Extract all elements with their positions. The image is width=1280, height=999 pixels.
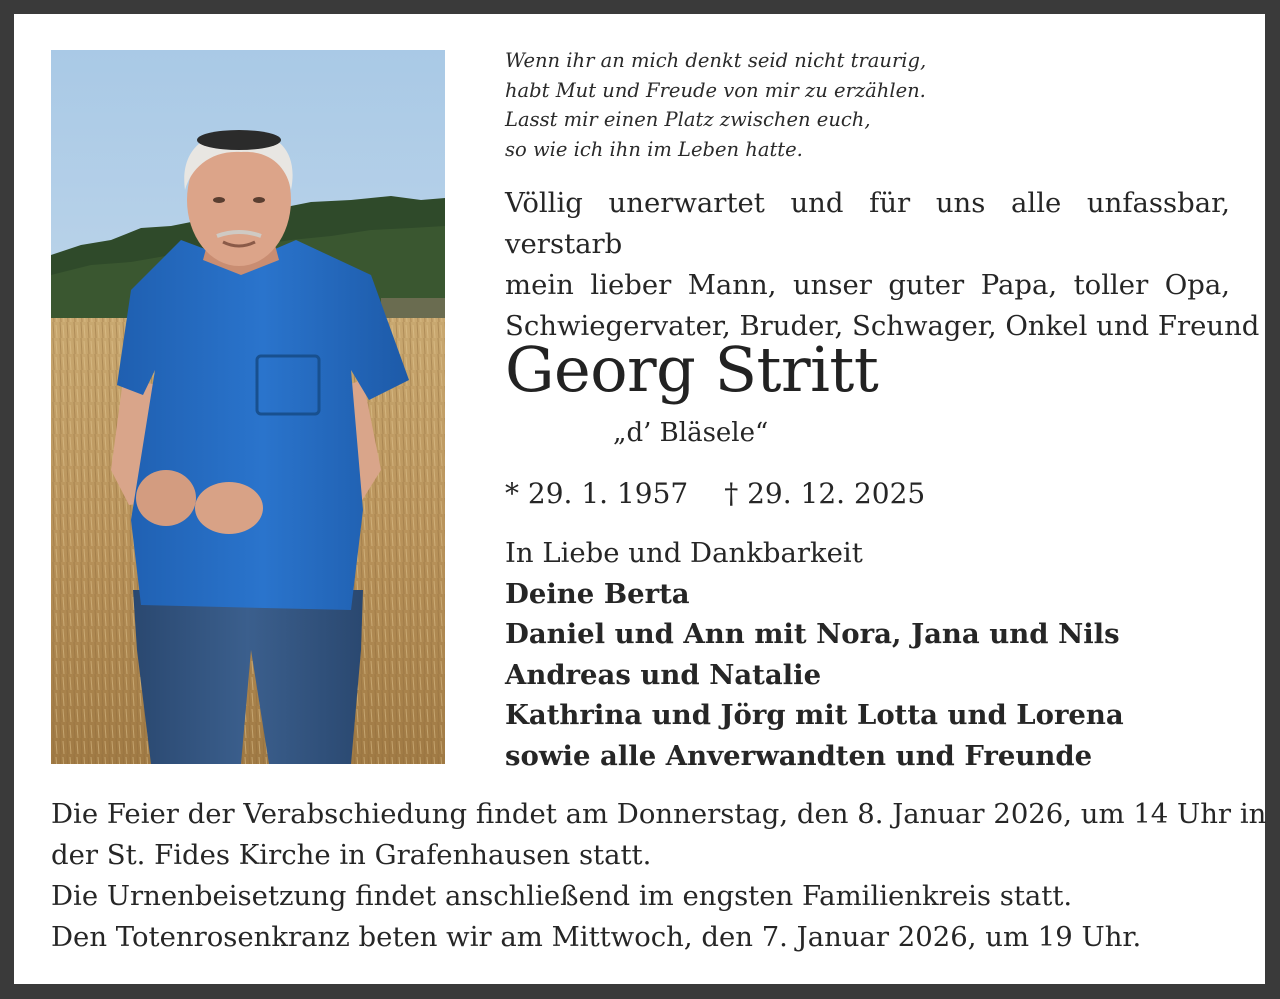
announcement-line: Schwiegervater, Bruder, Schwager, Onkel und Freund	[505, 310, 1260, 342]
poem-line: habt Mut und Freude von mir zu erzählen.	[505, 78, 926, 102]
portrait-photo	[51, 50, 445, 764]
family-member: Daniel und Ann mit Nora, Jana und Nils	[505, 618, 1120, 650]
announcement-line: Völlig unerwartet und für uns alle unfassbar, verstarb	[505, 187, 1230, 260]
portrait-illustration	[51, 50, 445, 764]
announcement-line: mein lieber Mann, unser guter Papa, toller Opa,	[505, 269, 1230, 301]
family-member: Kathrina und Jörg mit Lotta und Lorena	[505, 699, 1124, 731]
info-line: Den Totenrosenkranz beten wir am Mittwoch, den 7. Januar 2026, um 19 Uhr.	[51, 921, 1142, 953]
family-member: Andreas und Natalie	[505, 658, 822, 691]
family-signature	[505, 533, 1124, 776]
life-dates	[505, 475, 925, 513]
info-line: der St. Fides Kirche in Grafenhausen statt.	[51, 839, 652, 871]
poem-line: so wie ich ihn im Leben hatte.	[505, 137, 803, 161]
family-member: sowie alle Anverwandten und Freunde	[505, 739, 1093, 772]
family-member: Deine Berta	[505, 577, 690, 610]
ceremony-info	[51, 794, 1267, 958]
poem	[505, 46, 1225, 164]
info-line: Die Urnenbeisetzung findet anschließend im engsten Familienkreis statt.	[51, 880, 1073, 912]
nickname: „d’ Bläsele“	[613, 418, 769, 448]
announcement-text	[505, 183, 1260, 347]
birth-date: * 29. 1. 1957	[505, 477, 689, 510]
family-intro: In Liebe und Dankbarkeit	[505, 537, 863, 569]
death-date: † 29. 12. 2025	[724, 477, 926, 510]
poem-line: Wenn ihr an mich denkt seid nicht traurig,	[505, 49, 927, 72]
obituary-card	[14, 14, 1265, 984]
deceased-name: Georg Stritt	[505, 333, 879, 406]
poem-line: Lasst mir einen Platz zwischen euch,	[505, 108, 871, 131]
info-line: Die Feier der Verabschiedung findet am Donnerstag, den 8. Januar 2026, um 14 Uhr in	[51, 798, 1267, 830]
